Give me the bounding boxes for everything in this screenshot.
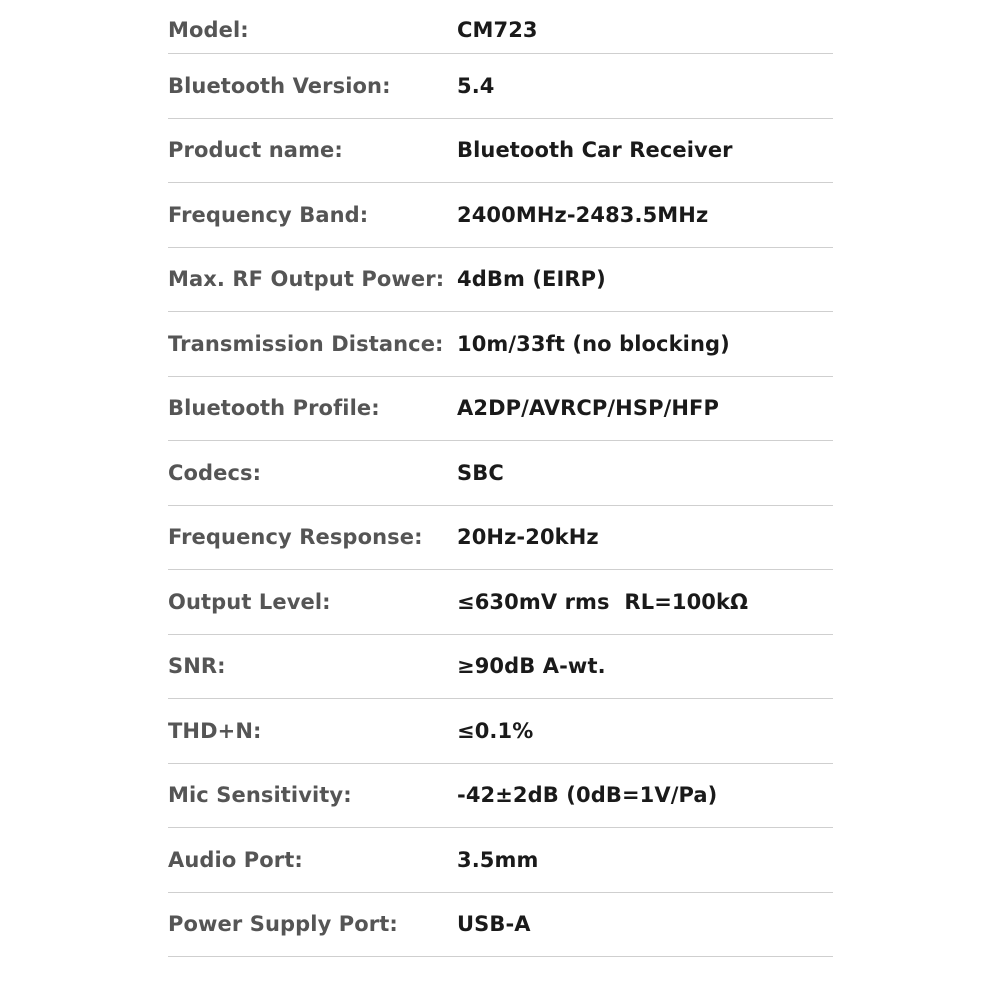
spec-label: THD+N:: [168, 718, 262, 743]
spec-label: Codecs:: [168, 460, 262, 485]
spec-label: Mic Sensitivity:: [168, 783, 352, 808]
spec-value: -42±2dB (0dB=1V/Pa): [457, 783, 718, 808]
spec-row-product-name: [168, 119, 833, 184]
spec-value: 2400MHz-2483.5MHz: [457, 202, 709, 227]
spec-value: A2DP/AVRCP/HSP/HFP: [457, 396, 719, 421]
spec-row-thd-n: [168, 699, 833, 764]
spec-row-model: [168, 0, 833, 54]
spec-label: Output Level:: [168, 589, 331, 614]
spec-value: 4dBm (EIRP): [457, 267, 606, 292]
spec-row-power-supply-port: [168, 893, 833, 958]
spec-row-frequency-response: [168, 506, 833, 571]
spec-value: 5.4: [457, 73, 495, 98]
spec-row-snr: [168, 635, 833, 700]
spec-value: ≤0.1%: [457, 718, 534, 743]
spec-row-rf-output-power: [168, 248, 833, 313]
spec-row-audio-port: [168, 828, 833, 893]
spec-label: Bluetooth Version:: [168, 73, 391, 98]
spec-row-bluetooth-profile: [168, 377, 833, 442]
spec-value: ≥90dB A-wt.: [457, 654, 606, 679]
spec-label: Audio Port:: [168, 847, 303, 872]
spec-row-mic-sensitivity: [168, 764, 833, 829]
spec-value: Bluetooth Car Receiver: [457, 138, 733, 163]
spec-value: ≤630mV rms RL=100kΩ: [457, 589, 749, 614]
spec-label: Power Supply Port:: [168, 912, 398, 937]
spec-label: Frequency Response:: [168, 525, 423, 550]
spec-label: Transmission Distance:: [168, 331, 444, 356]
spec-table: [168, 0, 833, 957]
spec-value: SBC: [457, 460, 504, 485]
spec-label: Product name:: [168, 138, 343, 163]
spec-value: 3.5mm: [457, 847, 539, 872]
spec-row-bluetooth-version: [168, 54, 833, 119]
spec-value: CM723: [457, 18, 538, 42]
spec-label: Max. RF Output Power:: [168, 267, 445, 292]
spec-label: SNR:: [168, 654, 226, 679]
spec-row-codecs: [168, 441, 833, 506]
spec-label: Bluetooth Profile:: [168, 396, 380, 421]
spec-row-frequency-band: [168, 183, 833, 248]
spec-row-output-level: [168, 570, 833, 635]
spec-value: 20Hz-20kHz: [457, 525, 599, 550]
spec-value: 10m/33ft (no blocking): [457, 331, 730, 356]
spec-value: USB-A: [457, 912, 531, 937]
spec-label: Model:: [168, 18, 249, 42]
spec-label: Frequency Band:: [168, 202, 369, 227]
spec-row-transmission-distance: [168, 312, 833, 377]
